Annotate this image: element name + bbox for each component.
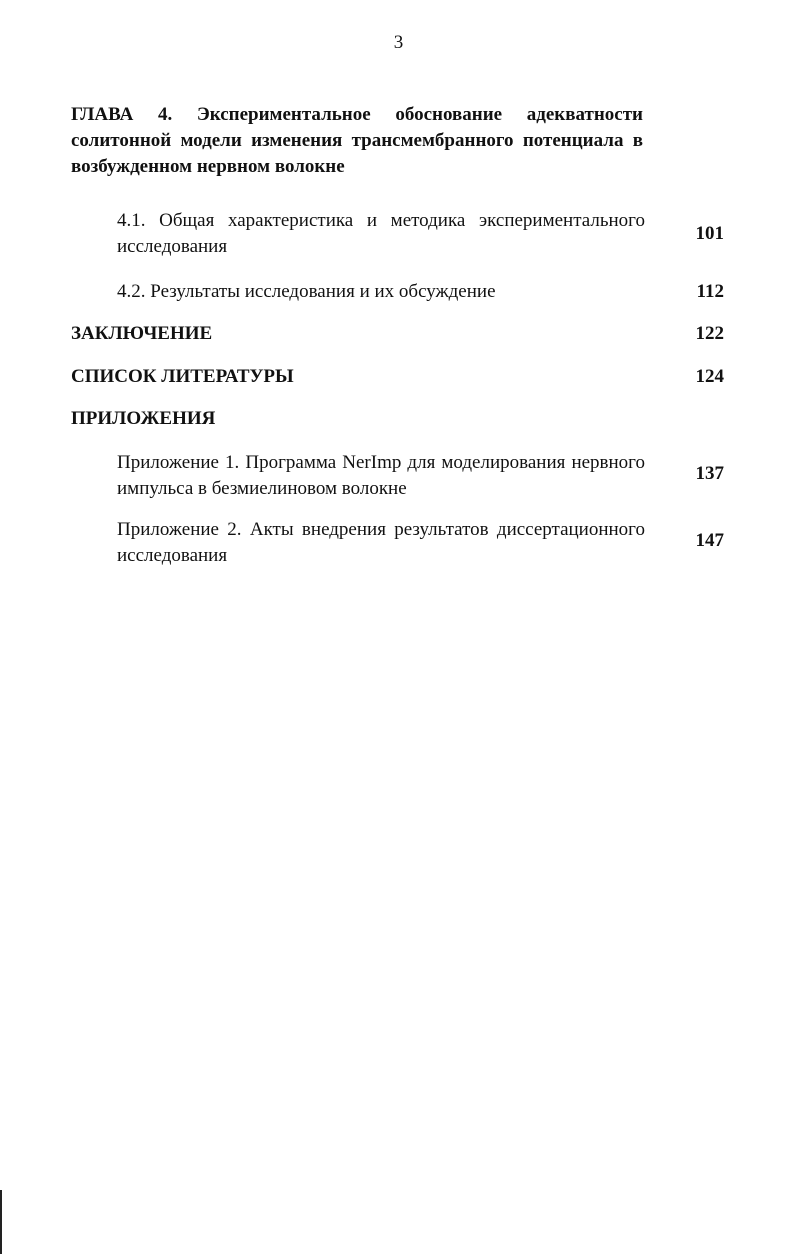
toc-entry-conclusion[interactable] [71, 321, 724, 347]
toc-entry-page: 122 [695, 323, 724, 344]
toc-entry-text: 4.1. Общая характеристика и методика экспериментального исследования [117, 210, 645, 257]
toc-entry-page: 101 [695, 223, 724, 244]
chapter-4-heading: ГЛАВА 4. Экспериментальное обоснование адекватности солитонной модели изменения трансмембранного потенциала в возбужденном нервном волокне [71, 104, 643, 177]
toc-entry-text: 4.2. Результаты исследования и их обсуждение [117, 281, 496, 302]
toc-entry-page: 112 [696, 281, 724, 302]
toc-entry-text: Приложение 1. Программа NerImp для моделирования нервного импульса в безмиелиновом волокне [117, 452, 645, 499]
toc-entry-text: Приложение 2. Акты внедрения результатов диссертационного исследования [117, 519, 645, 566]
toc-entry-text: СПИСОК ЛИТЕРАТУРЫ [71, 366, 294, 387]
page-number: 3 [393, 32, 404, 53]
toc-entry-appendices[interactable] [71, 406, 724, 432]
toc-entry-appendix-1[interactable] [117, 450, 724, 502]
toc-entry-page: 124 [695, 366, 724, 387]
toc-entry-4-1[interactable] [117, 208, 724, 260]
toc-entry-page: 147 [695, 530, 724, 551]
toc-entry-page: 137 [695, 463, 724, 484]
scan-edge-line [0, 1190, 2, 1254]
toc-entry-4-2[interactable] [117, 279, 724, 305]
toc-entry-appendix-2[interactable] [117, 517, 724, 569]
toc-entry-text: ПРИЛОЖЕНИЯ [71, 408, 216, 429]
toc-entry-references[interactable] [71, 364, 724, 390]
toc-entry-text: ЗАКЛЮЧЕНИЕ [71, 323, 213, 344]
